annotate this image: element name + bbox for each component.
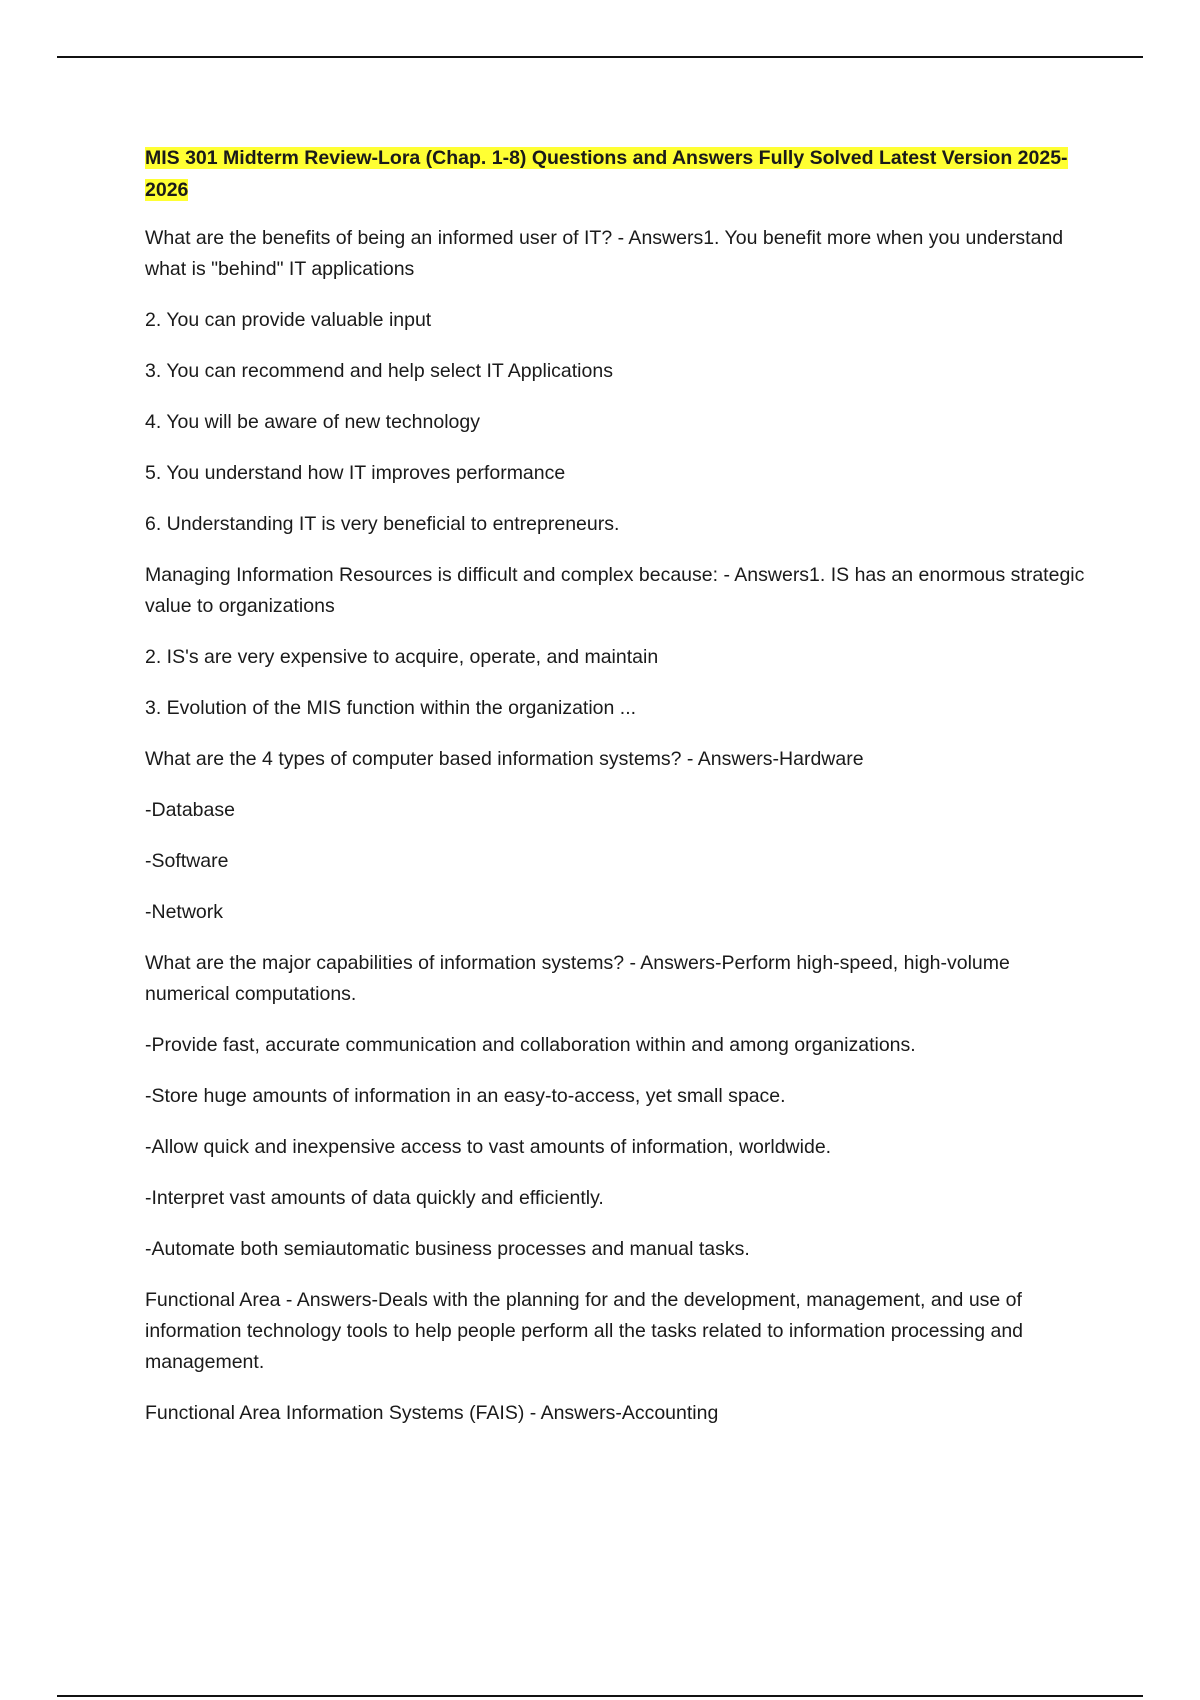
document-body (145, 142, 1085, 1449)
paragraph: What are the 4 types of computer based information systems? - Answers-Hardware (145, 748, 864, 770)
paragraph: What are the major capabilities of information systems? - Answers-Perform high-speed, high-volume numerical computations. (145, 952, 1010, 1005)
paragraph: What are the benefits of being an informed user of IT? - Answers1. You benefit more when you understand what is "behind" IT applications (145, 227, 1064, 280)
paragraph: -Interpret vast amounts of data quickly and efficiently. (145, 1187, 604, 1209)
paragraph: -Automate both semiautomatic business processes and manual tasks. (145, 1238, 750, 1260)
paragraph: 4. You will be aware of new technology (145, 411, 480, 433)
page-top-rule (57, 56, 1143, 58)
paragraph: 5. You understand how IT improves performance (145, 462, 566, 484)
document-title-text: MIS 301 Midterm Review-Lora (Chap. 1-8) Questions and Answers Fully Solved Latest Version 2025-2026 (145, 147, 1068, 201)
paragraph: 6. Understanding IT is very beneficial to entrepreneurs. (145, 513, 620, 535)
paragraph: Functional Area - Answers-Deals with the planning for and the development, management, and use of information technology tools to help people perform all the tasks related to information processing and management. (145, 1289, 1024, 1373)
paragraph: 3. You can recommend and help select IT Applications (145, 360, 613, 382)
paragraph: -Software (145, 850, 229, 872)
document-title (145, 142, 1085, 206)
paragraph: -Database (145, 799, 235, 821)
paragraph: -Network (145, 901, 224, 923)
paragraph: -Allow quick and inexpensive access to vast amounts of information, worldwide. (145, 1136, 832, 1158)
paragraph: 3. Evolution of the MIS function within the organization ... (145, 697, 637, 719)
paragraph: Functional Area Information Systems (FAIS) - Answers-Accounting (145, 1402, 719, 1424)
paragraph: Managing Information Resources is difficult and complex because: - Answers1. IS has an enormous strategic value to organizations (145, 564, 1085, 617)
paragraph: 2. You can provide valuable input (145, 309, 432, 331)
page-bottom-rule (57, 1695, 1143, 1697)
paragraph: -Store huge amounts of information in an easy-to-access, yet small space. (145, 1085, 786, 1107)
paragraph: 2. IS's are very expensive to acquire, operate, and maintain (145, 646, 659, 668)
paragraph: -Provide fast, accurate communication and collaboration within and among organizations. (145, 1034, 916, 1056)
